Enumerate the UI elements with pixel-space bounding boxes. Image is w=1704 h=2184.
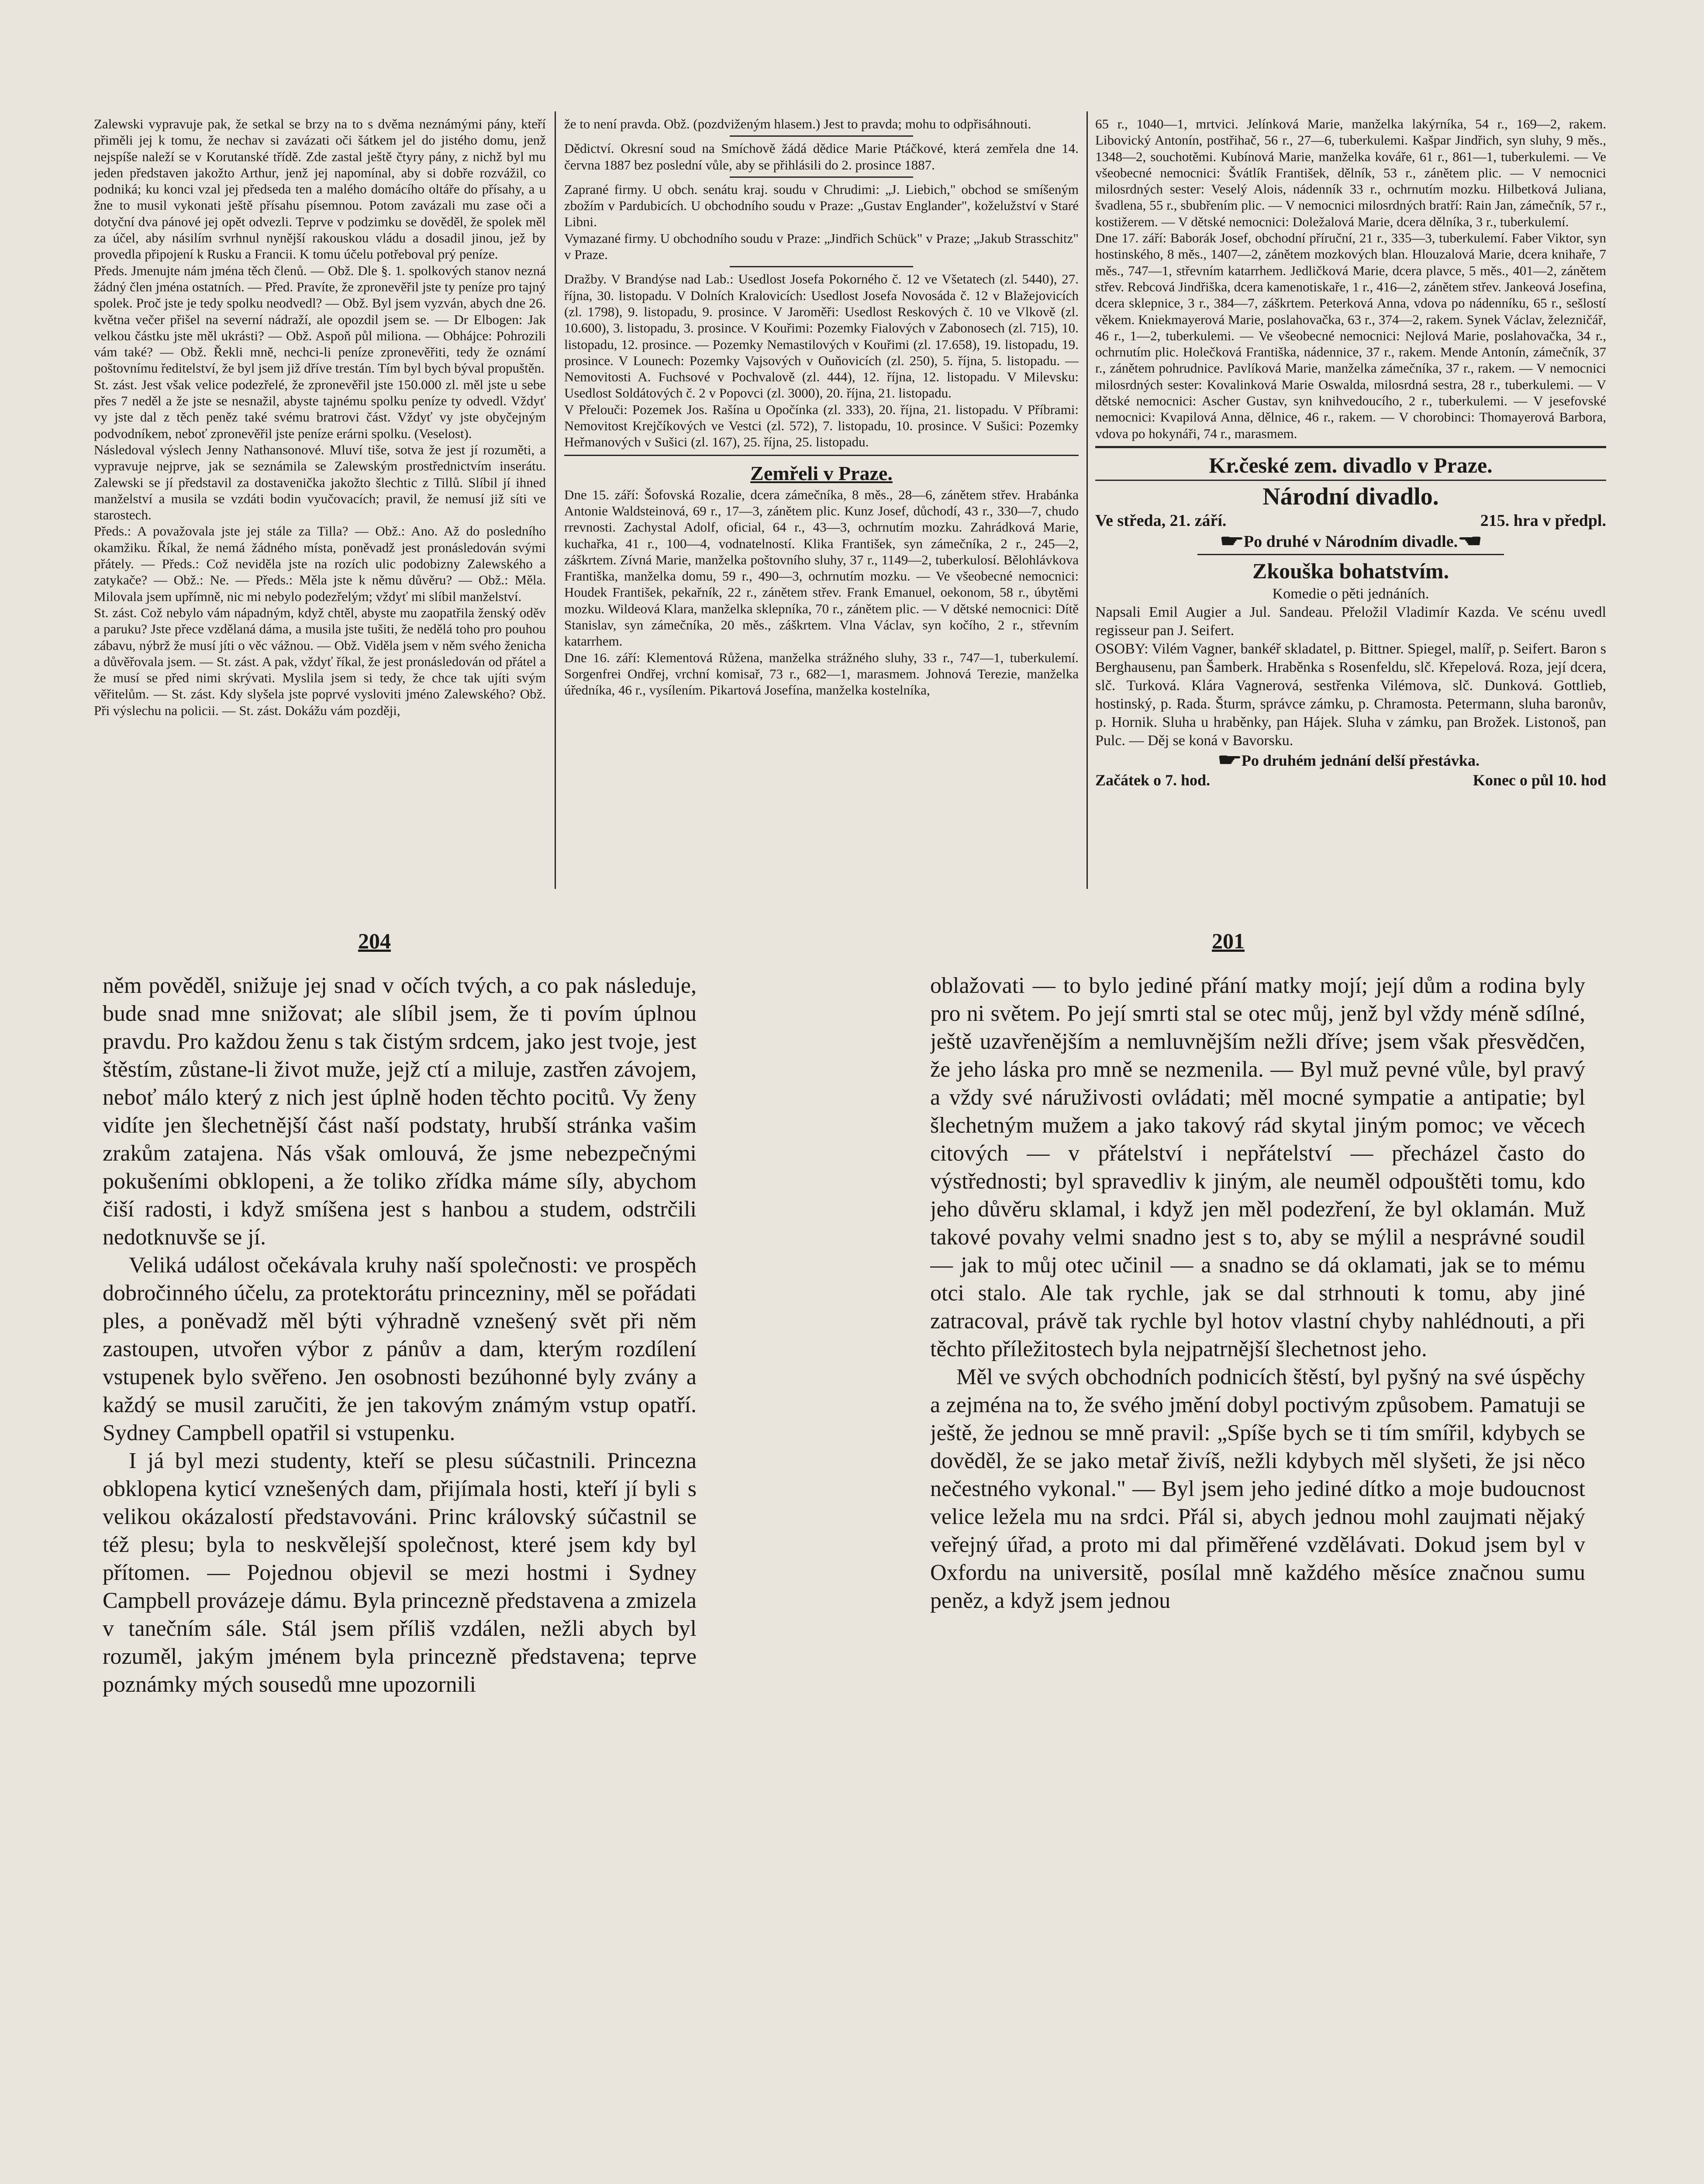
play-cast: OSOBY: Vilém Vagner, bankéř skladatel, p. Bittner. Spiegel, malíř, p. Seifert. Baron s Berghausenu, pan Šamberk. Hraběnka s Rosenfeldu, slč. Křepelová. Roza, její dcera, slč. Turková. Klára Vagnerová, sestřenka Vilémova, slč. Dunková. Gottlieb, hostinský, p. Rada. Šturm, správce zámku, p. Chramosta. Petermann, sluha baronův, p. Hornik. Sluha u hraběnky, pan Hájek. Sluha v zámku, pan Brožek. Listonoš, pan Pulc. — Děj se koná v Bavorsku. (1095, 640, 1606, 749)
section-rule (564, 455, 1079, 456)
theatre-name: Národní divadlo. (1262, 483, 1439, 510)
theatre-header: Kr.české zem. divadlo v Praze. (1209, 453, 1493, 477)
section-rule (730, 266, 913, 267)
paragraph: Zalewski vypravuje pak, že setkal se brzy na to s dvěma neznámými pány, kteří přiměli jej k tomu, že nechav si zavázati oči šátkem jel do jistého domu, jenž nejspíše naleží se v Korutanské třídě. Zde zastal ještě čtyry pány, z nichž byl mu jeden představen jakožto Arthur, jenž jej napomínal, aby si dobře rozvážil, co podniká; ku konci vzal jej předseda ten a malého domácího oltáře do přísahy, a u žne to musil vykonati ještě přísahu písemnou. Potom zavázali mu zase oči a dotyční dva pánové jej opět odvezli. Teprve v podzimku se dověděl, že spolek měl za účel, aby násilím svrhnul nynější rakouskou vládu a dosadil jinou, jež by provedla připojení k Rusku a Francii. K tomu účelu potřeboval prý peníze. (94, 116, 546, 262)
pointing-hand-icon: ☚ (1457, 531, 1483, 551)
paragraph: St. zást. Což nebylo vám nápadným, když chtěl, abyste mu zaopatřila ženský oděv a paruku? Jste přece vzdělaná dáma, a musila jste tušiti, že nedělá toho pro pouhou zábavu, nýbrž že musí jíti o věc vážnou. — Obž. Viděla jsem v něm svého ženicha a důvěřovala jsem. — St. zást. A pak, vždyť říkal, že jest pronásledován od přátel a že musí se před nimi skrývati. Myslila jsem si tedy, že chce tak ujíti svým věřitelům. — St. zást. Kdy slyšela jste poprvé vysloviti jméno Zalewského? Obž. Při výslechu na policii. — St. zást. Dokážu vám později, (94, 605, 546, 718)
paragraph: Dne 16. září: Klementová Růžena, manželka strážného sluhy, 33 r., 747—1, tuberkulemí. Sorgenfrei Ondřej, vrchní komisař, 73 r., 682—1, marasmem. Johnová Terezie, manželka úředníka, 46 r., vysílením. Pikartová Josefína, manželka kostelníka, (564, 650, 1079, 698)
paragraph: něm pověděl, snižuje jej snad v očích tvých, a co pak následuje, bude snad mne snižovat; ale slíbil jsem, že ti povím úplnou pravdu. Pro každou ženu s tak čistým srdcem, jako jest tvoje, jest štěstím, zůstane-li život muže, jejž ctí a miluje, zastřen závojem, neboť málo který z nich jest úplně hoden těchto pocitů. Vy ženy vidíte jen šlechetnější část naší podstaty, hrubší stránka vašim zrakům zatajena. Nás však omlouvá, že jsme nebezpečnými pokušeními obklopeni, a že toliko zřídka máme síly, abychom čiší radosti, i když smíšena jest s hanbou a studem, odstrčili nedotknuvše se jí. (103, 973, 697, 1250)
section-rule (1197, 554, 1504, 555)
paragraph: Následoval výslech Jenny Nathansonové. Mluví tiše, sotva že jest jí rozuměti, a vypravuje nejprve, jak se seznámila se Zalewským prostřednictvím inserátu. Zalewski se jí představil za dostavenička jakožto šlechtic z Tillů. Slíbil jí ihned manželství a musila se vzdáti bodin vyučovacích; pravil, že nemusí již síti ve starostech. (94, 442, 546, 523)
section-rule (1095, 446, 1606, 448)
subscription-number: 215. hra v předpl. (1480, 511, 1606, 530)
column-divider (1087, 111, 1088, 889)
paragraph: Měl ve svých obchodních podnicích štěstí, byl pyšný na své úspěchy a zejména na to, že svého jmění dobyl poctivým způsobem. Pamatuji se ještě, že jednou se mně pravil: „Spíše bych se ti tím smířil, kdybych se dověděl, že se jako metař živíš, nežli kdybych měl slyšeti, že jsi něco nečestného vykonal." — Byl jsem jeho jediné dítko a moje budoucnost velice ležela mu na srdci. Přál si, abych jednou mohl zaujmati nějaký veřejný úřad, a proto mi dal přiměřené vzdělávati. Dokud jsem byl v Oxfordu na universitě, posílal mně každého měsíce značnou sumu peněz, a když jsem jednou (930, 1365, 1585, 1613)
book-page-right (930, 972, 1585, 2184)
paragraph: Veliká událost očekávala kruhy naší společnosti: ve prospěch dobročinného účelu, za protektorátu princezniny, měl se pořádati ples, a poněvadž měl býti výhradně vznešený svět při něm zastoupen, utvořen výbor z pánův a dam, kterým rozdílení vstupenek bylo svěřeno. Jen osobnosti bezúhonné byly zvány a každý se musil zaručiti, že jen takovým známým vstup opatří. Sydney Campbell opatřil si vstupenku. (103, 1253, 697, 1445)
paragraph: oblažovati — to bylo jediné přání matky mojí; její dům a rodina byly pro ni světem. Po její smrti stal se otec můj, jenž byl vždy méně sdílné, ještě uzavřenějším a nemluvnějším nežli dříve; jsem však přesvědčen, že jeho láska pro mně se nezmenila. — Byl muž pevné vůle, byl pravý a vždy své náruživosti ovládati; měl mocné sympatie a antipatie; byl šlechetným mužem a jako takový rád skytal jiným pomoc; ve věcech citových — v přátelství i nepřátelství — přecházel často do výstřednosti; byl spravedliv k jiným, ale neuměl odpouštěti tomu, kdo jeho důvěru sklamal, i když jen měl podezření, že byl oklamán. Muž takové povahy velmi snadno jest s to, aby se mýlil a nesprávné soudil — jak to můj otec učinil — a snadno se dá oklamati, jak se to mému otci stalo. Ale tak rychle, jak se dal strhnouti k tomu, aby jiné zatracoval, právě tak rychle byl hotov vlastní chyby nahlédnouti, a při těchto příležitostech byla nejpatrnější šlechetnost jeho. (930, 973, 1585, 1362)
performance-info (1095, 511, 1606, 531)
pointing-hand-icon: ☛ (1219, 531, 1245, 551)
paragraph: Vymazané firmy. U obchodního soudu v Praze: „Jindřich Schück" v Praze; „Jakub Strasschitz" v Praze. (564, 230, 1079, 263)
paragraph: St. zást. Jest však velice podezřelé, že zpronevěřil jste 150.000 zl. měl jste u sebe přes 7 neděl a že jste se nesnažil, abyste tajnému spolku peníze ty odvedl. Vždyť vy jste dal z těch peněz také svému bratrovi část. Vždyť vy jste obyčejným podvodníkem, neboť zpronevěřil jste peníze erárni spolku. (Veselost). (94, 377, 546, 441)
end-time: Konec o půl 10. hod (1473, 771, 1606, 789)
interval-notice (1095, 750, 1606, 771)
repeat-notice (1095, 531, 1606, 552)
article-column-1 (94, 116, 546, 887)
pointing-hand-icon: ☛ (1217, 750, 1242, 770)
paragraph: Předs.: A považovala jste jej stále za Tilla? — Obž.: Ano. Až do posledního okamžiku. Říkal, že nemá žádného místa, poněvadž jest pronásledován svými přátely. — Předs.: Což neviděla jste na rozích ulic podobizny Zalewského a zatykače? — Obž.: Ne. — Předs.: Měla jste k němu důvěru? — Obž.: Měla. Milovala jsem upřímně, nic mi nebylo podezřelým; vždyť mi slíbil manželství. (94, 523, 546, 604)
paragraph: Dne 17. září: Baborák Josef, obchodní příruční, 21 r., 335—3, tuberkulemí. Faber Viktor, syn hostinského, 8 měs., 1407—2, zánětem mozkových blan. Hlouzalová Marie, dcera knihaře, 7 měs., 747—1, střevním katarrhem. Jedličková Marie, dcera plavce, 5 měs., 401—2, zánětem střev. Rebcová Jindřiška, dcera kamenotiskaře, 1 r., 416—2, zánětem střev. Jankeová Josefina, dcera sklepnice, 3 r., 384—7, záškrtem. Peterková Anna, vdova po nádenníku, 65 r., sešlostí věkem. Kniekmayerová Marie, poslahovačka, 63 r., 374—2, rakem. Synek Václav, železničář, 46 r., 1—2, tuberkulemi. — Ve všeobecné nemocnici: Nejlová Marie, poslahovačka, 34 r., ochrnutím plic. Holečková Františka, nádennice, 37 r., rakem. Mende Antonín, zámečník, 37 r., zánětem pohrudnice. Pavlíková Marie, manželka zámečníka, 37 r., rakem. — V nemocnici milosrdných sester: Kovalinková Marie Oswalda, milosrdná sestra, 28 r., tuberkulemi. — V dětské nemocnici: Ascher Gustav, syn knihvedoucího, 2 r., tuberkulemi. — V jesefovské nemocnici: Kvapilová Anna, dělnice, 46 r., rakem. — V chorobinci: Thomayerová Barbora, vdova po hokynáři, 74 r., marasmem. (1095, 230, 1606, 441)
column-divider (555, 111, 556, 889)
page-number-left: 204 (358, 929, 391, 953)
performance-date: Ve středa, 21. září. (1095, 511, 1227, 530)
section-rule (730, 176, 913, 178)
play-authors: Napsali Emil Augier a Jul. Sandeau. Přeložil Vladimír Kazda. Ve scénu uvedl regisseur pan J. Seifert. (1095, 604, 1606, 639)
paragraph: Zaprané firmy. U obch. senátu kraj. soudu v Chrudimi: „J. Liebich," obchod se smíšeným zbožím v Pardubicích. U obchodního soudu v Praze: „Gustav Englander", koželužství v Staré Libni. (564, 181, 1079, 230)
paragraph: Dne 15. září: Šofovská Rozalie, dcera zámečníka, 8 měs., 28—6, zánětem střev. Hrabánka Antonie Waldsteinová, 69 r., 17—3, zánětem plic. Kunz Josef, důchodí, 43 r., 330—7, chudo rrevnosti. Zachystal Adolf, oficial, 64 r., 43—3, ochrnutím mozku. Zahrádková Marie, kuchařka, 41 r., 100—4, vodnatelností. Klika František, syn zámečníka, 2 r., 245—2, záškrtem. Zívná Marie, manželka poštovního sluhy, 37 r., 1149—2, tuberkulosí. Bělohlávkova Františka, manželka domu, 59 r., 490—3, ochrnutím mozku. — Ve všeobecné nemocnici: Houdek František, pekařník, 22 r., zánětem střev. Frank Emanuel, oekonom, 58 r., úbytěmi mozku. Wildeová Klara, manželka sklepníka, 70 r., zánětem plic. — V dětské nemocnici: Dítě Stanislav, syn zámečníka, 20 měs., záškrtem. Vlna Václav, syn kočího, 2 r., střevním katarrhem. (564, 487, 1079, 649)
section-rule (730, 135, 913, 137)
play-title: Zkouška bohatstvím. (1252, 558, 1449, 583)
interval-text: Po druhém jednání delší přestávka. (1241, 751, 1480, 769)
repeat-text: Po druhé v Národním divadle. (1243, 532, 1458, 551)
paragraph: Dražby. V Brandýse nad Lab.: Usedlost Josefa Pokorného č. 12 ve Všetatech (zl. 5440), 27. října, 30. listopadu. V Dolních Kralovicích: Usedlost Josefa Novosáda č. 12 v Blažejovicích (zl. 1798), 9. listopadu, 9. prosince. V Jaroměři: Usedlost Reskových č. 10 ve Vlkově (zl. 10.600), 3. listopadu, 3. prosince. V Kouřimi: Pozemky Fialových v Zabonosech (zl. 715), 10. listopadu, 12. prosince. — Pozemky Nemastilových v Kouřimi (zl. 17.658), 19. listopadu, 19. prosince. V Lounech: Pozemky Vajsových v Ouňovicích (zl. 250), 5. října, 5. listopadu. — Nemovitosti A. Fuchsové v Pochvalově (zl. 444), 12. října, 12. listopadu. V Milevsku: Usedlost Soldátových č. 2 v Popovci (zl. 3000), 20. října, 21. listopadu. (564, 271, 1079, 401)
paragraph: V Přelouči: Pozemek Jos. Rašína u Opočínka (zl. 333), 20. října, 21. listopadu. V Příbrami: Nemovitost Krejčíkových ve Vestci (zl. 572), 7. listopadu, 10. prosince. V Sušici: Pozemky Heřmanových v Sušici (zl. 167), 25. října, 25. listopadu. (564, 401, 1079, 450)
paragraph: že to není pravda. Obž. (pozdviženým hlasem.) Jest to pravda; mohu to odpřisáhnouti. (564, 116, 1031, 131)
article-column-2 (564, 116, 1079, 887)
book-page-left (103, 972, 697, 2184)
page-number-right: 201 (1212, 929, 1245, 953)
paragraph: Dědictví. Okresní soud na Smíchově žádá dědice Marie Ptáčkové, která zemřela dne 14. června 1887 bez poslední vůle, aby se přihlásili do 2. prosince 1887. (564, 141, 1079, 173)
paragraph: I já byl mezi studenty, kteří se plesu súčastnili. Princezna obklopena kyticí vznešených dam, přijímala hosti, kteří jí byli s velikou okázalostí představováni. Princ královský súčastnil se též plesu; byla to neskvělejší společnost, které jsem kdy byl přítomen. — Pojednou objevil se mezi hostmi i Sydney Campbell provázeje dámu. Byla princezně představena a zmizela v tanečním sále. Stál jsem příliš vzdálen, nežli abych byl rozuměl, jakým jménem byla princezně představena; teprve poznámky mých sousedů mne upozornili (103, 1448, 697, 1697)
start-time: Začátek o 7. hod. (1095, 771, 1211, 789)
show-times (1095, 771, 1606, 790)
section-rule (1095, 480, 1606, 481)
article-column-3 (1095, 116, 1606, 893)
paragraph: 65 r., 1040—1, mrtvici. Jelínková Marie, manželka lakýrníka, 54 r., 169—2, rakem. Libovický Antonín, postřihač, 56 r., 27—6, tuberkulemi. Kašpar Jindřich, syn sluhy, 9 měs., 1348—2, souchotěmi. Kubínová Marie, manželka kováře, 61 r., 861—1, tuberkulemi. — Ve všeobecné nemocnici: Švátlík František, dělník, 53 r., zánětem plic. — V nemocnici milosrdných sester: Veselý Alois, nádenník 33 r., ochrnutím mozku. Hilbetková Juliana, švadlena, 55 r., sbubřením plic. — V nemocnici milosrdných bratří: Rain Jan, zámečník, 57 r., kostižerem. — V dětské nemocnici: Doležalová Marie, dcera dělníka, 3 r., tuberkulemí. (1095, 116, 1606, 229)
play-genre: Komedie o pěti jednáních. (1272, 585, 1429, 602)
deaths-heading: Zemřeli v Praze. (750, 462, 893, 484)
paragraph: Předs. Jmenujte nám jména těch členů. — Obž. Dle §. 1. spolkových stanov nezná žádný člen jména ostatních. — Před. Pravíte, že zpronevěřil jste ty peníze pro tajný spolek. Proč jste je tedy spolku neodvedl? — Obž. Byl jsem vyzván, abych dne 26. května večer přišel na severní nádraží, ale opozdil jsem se. — Dr Elbogen: Jak velkou částku jste měl ukrásti? — Obž. Aspoň půl miliona. — Obhájce: Pohrozili vám také? — Obž. Řekli mně, nechci-li peníze zpronevěřiti, tedy že oznámí poštovnímu ředitelství, že byl jsem již dříve trestán. Tím byl bych býval propuštěn. (94, 263, 546, 376)
